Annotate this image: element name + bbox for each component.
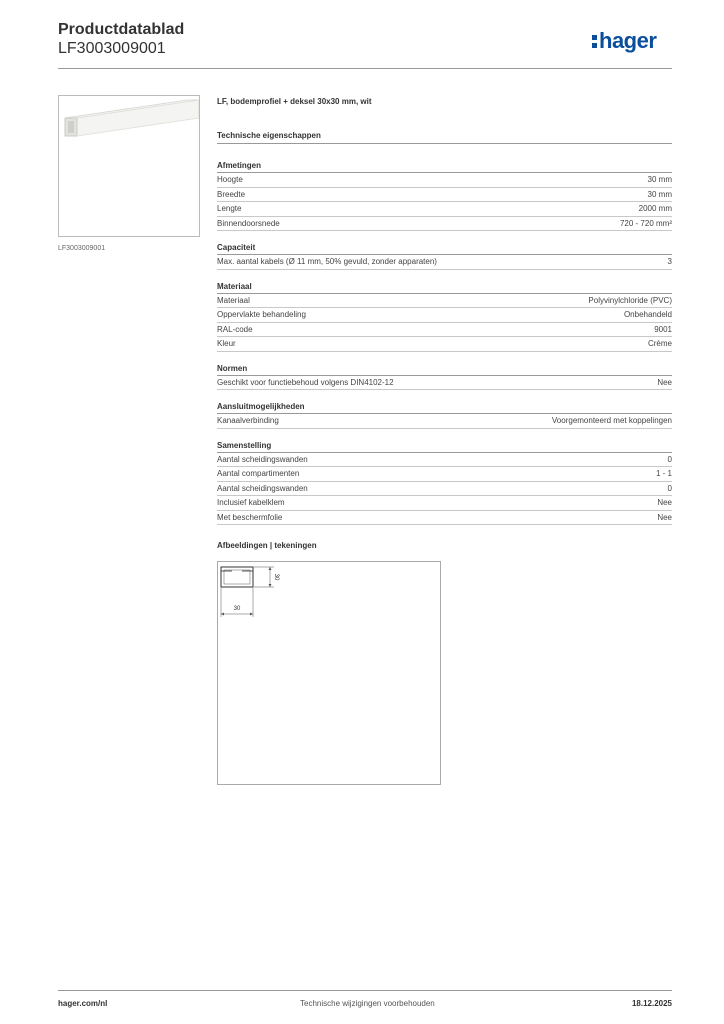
dim-width-label: 30 (233, 606, 241, 612)
header-divider (58, 68, 672, 69)
property-value: 30 mm (647, 175, 672, 184)
property-label: Aantal compartimenten (217, 469, 300, 478)
property-row (217, 173, 672, 188)
property-value: 3 (667, 257, 672, 266)
footer-date: 18.12.2025 (631, 999, 672, 1008)
section-title: Technische eigenschappen (217, 131, 672, 144)
property-label: Inclusief kabelklem (217, 498, 285, 507)
property-value: Crème (647, 339, 672, 348)
property-value: 1 - 1 (655, 469, 672, 478)
group-title: Samenstelling (217, 441, 672, 453)
property-row (217, 217, 672, 232)
property-value: 0 (667, 454, 672, 464)
property-value: Nee (657, 377, 672, 387)
property-row (217, 453, 672, 468)
property-row (217, 188, 672, 203)
property-row (217, 482, 672, 497)
property-group (217, 441, 672, 526)
property-value: Onbehandeld (623, 310, 672, 319)
property-row (217, 294, 672, 309)
property-value: 2000 mm (638, 204, 672, 213)
drawing-box (217, 561, 441, 785)
property-value: Nee (657, 498, 672, 507)
logo-text: hager (599, 28, 657, 53)
property-value: Voorgemonteerd met koppelingen (551, 416, 672, 425)
property-groups (217, 161, 672, 525)
property-value: 30 mm (647, 189, 672, 199)
group-title: Materiaal (217, 282, 672, 294)
property-group (217, 364, 672, 391)
cable-trunking-icon (59, 96, 199, 236)
property-value: Nee (657, 512, 672, 522)
property-value: 9001 (654, 324, 672, 334)
property-label: Kanaalverbinding (217, 416, 279, 425)
dim-height-label: 30 (273, 573, 279, 581)
footer-website-link[interactable]: hager.com/nl (58, 999, 108, 1008)
property-label: Aantal scheidingswanden (217, 483, 308, 493)
property-value: Polyvinylchloride (PVC) (588, 295, 672, 305)
property-group (217, 402, 672, 429)
property-row (217, 337, 672, 352)
group-title: Normen (217, 364, 672, 376)
drawings-title: Afbeeldingen | tekeningen (217, 541, 317, 550)
property-group (217, 161, 672, 231)
group-title: Afmetingen (217, 161, 672, 173)
property-label: Oppervlakte behandeling (217, 310, 306, 319)
property-label: Hoogte (217, 175, 243, 184)
property-label: Aantal scheidingswanden (217, 454, 308, 464)
property-row (217, 511, 672, 526)
cross-section-drawing-icon (218, 562, 440, 784)
property-value: 720 - 720 mm² (619, 218, 672, 228)
product-image (58, 95, 200, 237)
property-group (217, 282, 672, 352)
logo-colon-icon (592, 33, 597, 47)
product-name: LF, bodemprofiel + deksel 30x30 mm, wit (217, 97, 372, 106)
image-caption: LF3003009001 (58, 245, 106, 252)
property-row (217, 255, 672, 270)
hager-logo (592, 28, 656, 54)
page-title: Productdatablad (58, 21, 185, 38)
property-label: Kleur (217, 339, 236, 348)
property-row (217, 376, 672, 391)
footer-note: Technische wijzigingen voorbehouden (300, 999, 435, 1008)
property-label: Lengte (217, 204, 242, 213)
property-label: RAL-code (217, 324, 253, 334)
group-title: Capaciteit (217, 243, 672, 255)
product-code: LF3003009001 (58, 40, 166, 57)
property-value: 0 (667, 483, 672, 493)
property-group (217, 243, 672, 270)
property-row (217, 202, 672, 217)
property-label: Met beschermfolie (217, 512, 283, 522)
properties-panel (217, 97, 672, 537)
property-row (217, 308, 672, 323)
property-row (217, 414, 672, 429)
property-row (217, 467, 672, 482)
property-label: Geschikt voor functiebehoud volgens DIN4102-12 (217, 377, 394, 387)
footer-divider (58, 990, 672, 991)
group-title: Aansluitmogelijkheden (217, 402, 672, 414)
property-label: Breedte (217, 189, 246, 199)
property-label: Materiaal (217, 295, 250, 305)
property-label: Max. aantal kabels (Ø 11 mm, 50% gevuld, zonder apparaten) (217, 257, 437, 266)
property-row (217, 323, 672, 338)
property-label: Binnendoorsnede (217, 218, 280, 228)
property-row (217, 496, 672, 511)
